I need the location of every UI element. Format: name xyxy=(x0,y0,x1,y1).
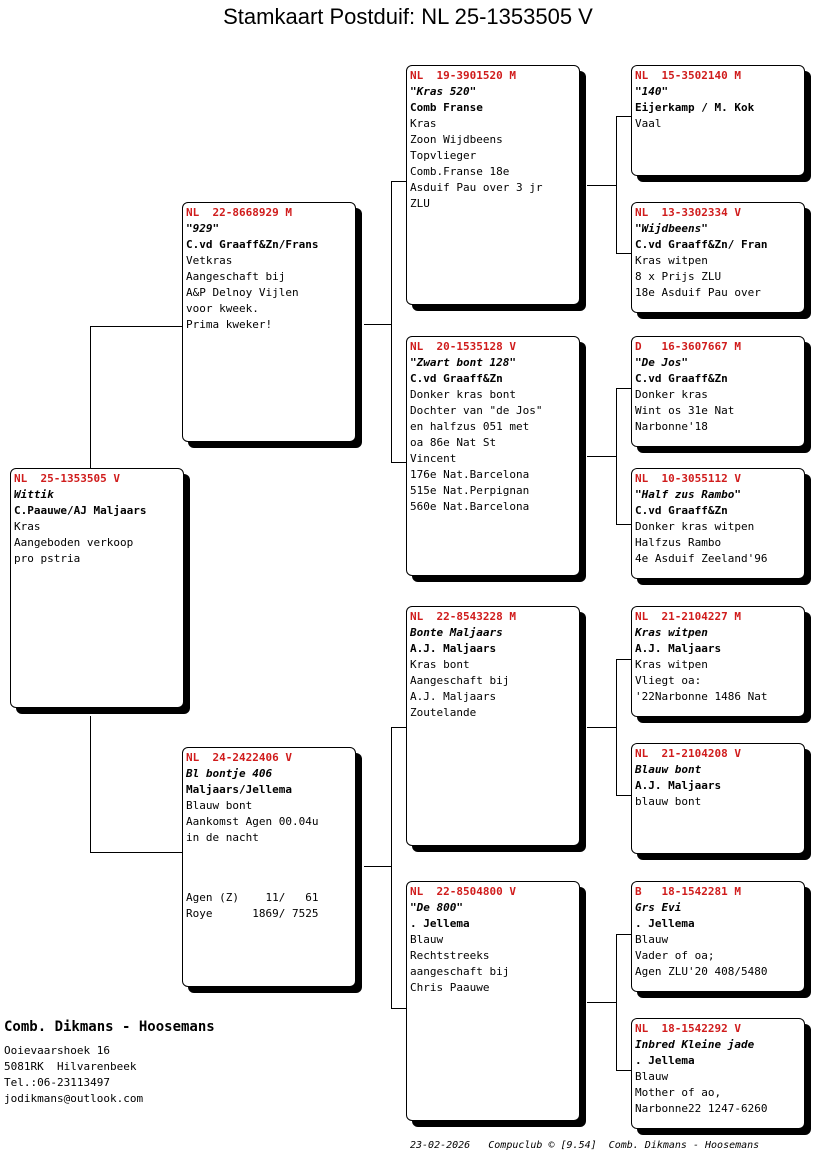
pigeon-card-mother-mother[interactable] xyxy=(406,881,580,1121)
owner-name: Comb. Dikmans - Hoosemans xyxy=(4,1019,215,1035)
note-line: Aankomst Agen 00.04u xyxy=(186,815,319,828)
pigeon-name: Grs Evi xyxy=(635,901,682,914)
note-line: 4e Asduif Zeeland'96 xyxy=(635,552,768,565)
note-line: Dochter van "de Jos" xyxy=(410,404,543,417)
note-line: Mother of ao, xyxy=(635,1086,722,1099)
note-line: voor kweek. xyxy=(186,302,259,315)
breeder-name: Eijerkamp / M. Kok xyxy=(635,101,755,114)
ring-number: NL 20-1535128 V xyxy=(410,340,516,353)
pigeon-name: "929" xyxy=(186,222,220,235)
pigeon-name: Wittik xyxy=(14,488,54,501)
note-line: Blauw xyxy=(635,1070,669,1083)
note-line: Zoutelande xyxy=(410,706,477,719)
note-line: Narbonne'18 xyxy=(635,420,708,433)
breeder-name: Maljaars/Jellema xyxy=(186,783,292,796)
note-line: A&P Delnoy Vijlen xyxy=(186,286,299,299)
note-line: Aangeschaft bij xyxy=(186,270,286,283)
breeder-name: . Jellema xyxy=(635,1054,695,1067)
note-line: 8 x Prijs ZLU xyxy=(635,270,722,283)
breeder-name: A.J. Maljaars xyxy=(635,642,722,655)
pigeon-card-ffm[interactable] xyxy=(631,202,805,313)
note-line: Asduif Pau over 3 jr xyxy=(410,181,543,194)
pigeon-name: "Half zus Rambo" xyxy=(635,488,741,501)
breeder-name: C.Paauwe/AJ Maljaars xyxy=(14,504,147,517)
race-result: Agen (Z) 11/ 61 xyxy=(186,891,319,904)
pigeon-name: "De 800" xyxy=(410,901,463,914)
note-line: A.J. Maljaars xyxy=(410,690,497,703)
ring-number: B 18-1542281 M xyxy=(635,885,741,898)
pigeon-card-subject[interactable] xyxy=(10,468,184,708)
pigeon-card-father-mother[interactable] xyxy=(406,336,580,576)
ring-number: NL 22-8543228 M xyxy=(410,610,516,623)
ring-number: NL 22-8504800 V xyxy=(410,885,516,898)
note-line: 18e Asduif Pau over xyxy=(635,286,761,299)
address-email[interactable]: jodikmans@outlook.com xyxy=(4,1092,144,1105)
pigeon-card-mother-father[interactable] xyxy=(406,606,580,846)
note-line: aangeschaft bij xyxy=(410,965,510,978)
pigeon-card-father-father[interactable] xyxy=(406,65,580,305)
pigeon-card-mother[interactable] xyxy=(182,747,356,987)
note-line: Kras witpen xyxy=(635,254,708,267)
ring-number: NL 24-2422406 V xyxy=(186,751,292,764)
note-line: '22Narbonne 1486 Nat xyxy=(635,690,768,703)
ring-number: NL 18-1542292 V xyxy=(635,1022,741,1035)
note-line: Blauw bont xyxy=(186,799,253,812)
note-line: Aangeschaft bij xyxy=(410,674,510,687)
pigeon-card-mmm[interactable] xyxy=(631,1018,805,1129)
page-title: Stamkaart Postduif: NL 25-1353505 V xyxy=(223,4,593,29)
print-footer: 23-02-2026 Compuclub © [9.54] Comb. Dikmans - Hoosemans xyxy=(410,1140,760,1151)
pigeon-name: "Kras 520" xyxy=(410,85,477,98)
pigeon-name: Kras witpen xyxy=(635,626,708,639)
address-street: Ooievaarshoek 16 xyxy=(4,1044,110,1057)
pigeon-card-mfm[interactable] xyxy=(631,743,805,854)
note-line: Vliegt oa: xyxy=(635,674,702,687)
pigeon-name: "140" xyxy=(635,85,669,98)
note-line: Kras bont xyxy=(410,658,470,671)
note-line: Kras xyxy=(410,117,437,130)
note-line: Prima kweker! xyxy=(186,318,273,331)
breeder-name: C.vd Graaff&Zn/Frans xyxy=(186,238,319,251)
note-line: Vaal xyxy=(635,117,662,130)
note-line: Wint os 31e Nat xyxy=(635,404,735,417)
ring-number: NL 19-3901520 M xyxy=(410,69,516,82)
note-line: Aangeboden verkoop xyxy=(14,536,134,549)
note-line: Comb.Franse 18e xyxy=(410,165,510,178)
note-line: 176e Nat.Barcelona xyxy=(410,468,530,481)
address-phone: Tel.:06-23113497 xyxy=(4,1076,110,1089)
pigeon-name: Bonte Maljaars xyxy=(410,626,503,639)
ring-number: NL 13-3302334 V xyxy=(635,206,741,219)
pigeon-name: "Zwart bont 128" xyxy=(410,356,516,369)
note-line: Halfzus Rambo xyxy=(635,536,722,549)
ring-number: NL 25-1353505 V xyxy=(14,472,120,485)
note-line: Vader of oa; xyxy=(635,949,715,962)
note-line: Donker kras bont xyxy=(410,388,516,401)
ring-number: NL 10-3055112 V xyxy=(635,472,741,485)
note-line: Vetkras xyxy=(186,254,233,267)
breeder-name: C.vd Graaff&Zn xyxy=(635,504,728,517)
pigeon-card-fff[interactable] xyxy=(631,65,805,176)
note-line: in de nacht xyxy=(186,831,259,844)
note-line: blauw bont xyxy=(635,795,702,808)
note-line: Kras witpen xyxy=(635,658,708,671)
breeder-name: A.J. Maljaars xyxy=(410,642,497,655)
note-line: Vincent xyxy=(410,452,457,465)
pigeon-name: Inbred Kleine jade xyxy=(635,1038,755,1051)
note-line: Blauw xyxy=(635,933,669,946)
note-line: pro pstria xyxy=(14,552,81,565)
address-city: 5081RK Hilvarenbeek xyxy=(4,1060,137,1073)
note-line: Kras xyxy=(14,520,41,533)
pigeon-name: Bl bontje 406 xyxy=(186,767,273,780)
note-line: Donker kras witpen xyxy=(635,520,755,533)
pigeon-card-fmf[interactable] xyxy=(631,336,805,447)
pigeon-card-mff[interactable] xyxy=(631,606,805,717)
breeder-name: A.J. Maljaars xyxy=(635,779,722,792)
note-line: 515e Nat.Perpignan xyxy=(410,484,530,497)
breeder-name: C.vd Graaff&Zn/ Fran xyxy=(635,238,768,251)
owner-address xyxy=(4,1043,143,1107)
ring-number: NL 22-8668929 M xyxy=(186,206,292,219)
pigeon-name: "Wijdbeens" xyxy=(635,222,708,235)
note-line: Rechtstreeks xyxy=(410,949,490,962)
note-line: oa 86e Nat St xyxy=(410,436,497,449)
race-result: Roye 1869/ 7525 xyxy=(186,907,319,920)
ring-number: NL 21-2104208 V xyxy=(635,747,741,760)
ring-number: NL 15-3502140 M xyxy=(635,69,741,82)
breeder-name: C.vd Graaff&Zn xyxy=(410,372,503,385)
breeder-name: . Jellema xyxy=(635,917,695,930)
pigeon-card-fmm[interactable] xyxy=(631,468,805,579)
note-line: Agen ZLU'20 408/5480 xyxy=(635,965,768,978)
note-line: Zoon Wijdbeens xyxy=(410,133,503,146)
pigeon-card-mmf[interactable] xyxy=(631,881,805,992)
note-line: ZLU xyxy=(410,197,430,210)
pigeon-name: Blauw bont xyxy=(635,763,702,776)
breeder-name: C.vd Graaff&Zn xyxy=(635,372,728,385)
note-line: Chris Paauwe xyxy=(410,981,490,994)
pigeon-card-father[interactable] xyxy=(182,202,356,442)
ring-number: D 16-3607667 M xyxy=(635,340,741,353)
breeder-name: Comb Franse xyxy=(410,101,483,114)
note-line: Narbonne22 1247-6260 xyxy=(635,1102,768,1115)
note-line: Donker kras xyxy=(635,388,708,401)
pigeon-name: "De Jos" xyxy=(635,356,688,369)
note-line: Topvlieger xyxy=(410,149,477,162)
ring-number: NL 21-2104227 M xyxy=(635,610,741,623)
note-line: 560e Nat.Barcelona xyxy=(410,500,530,513)
breeder-name: . Jellema xyxy=(410,917,470,930)
note-line: Blauw xyxy=(410,933,444,946)
note-line: en halfzus 051 met xyxy=(410,420,530,433)
